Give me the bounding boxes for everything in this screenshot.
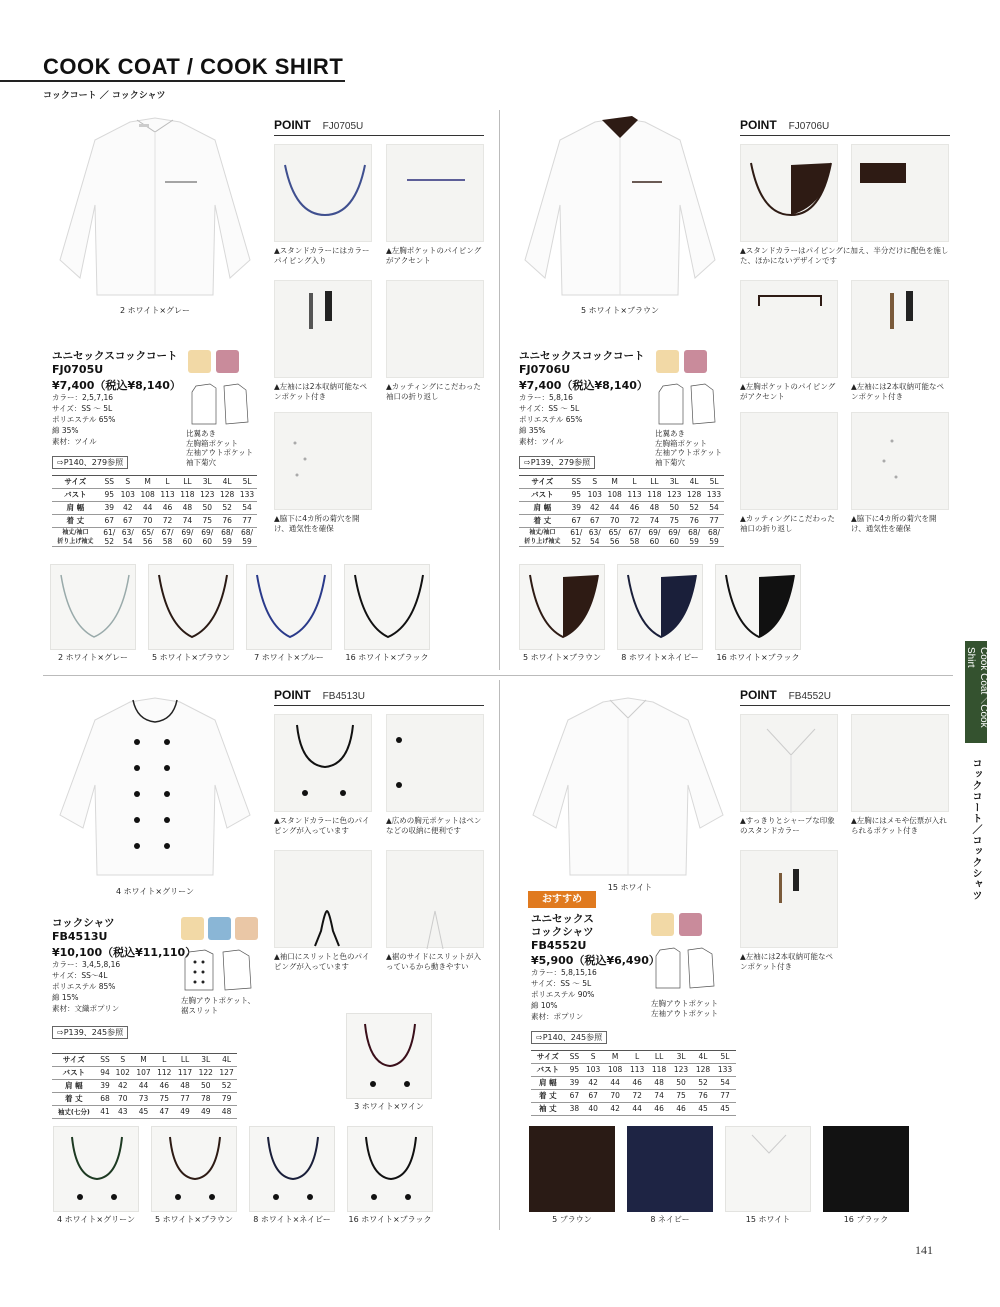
caption: ▲脇下に4カ所の菊穴を開け、通気性を確保 — [274, 514, 360, 533]
stain-resist-icon — [235, 917, 258, 940]
detail-photo-hem-slit — [386, 850, 484, 948]
color-swatch — [50, 564, 136, 650]
detail-photo-collar — [740, 714, 838, 812]
size-header-row: サイズ SS S M L LL 3L 4L 5L — [519, 476, 724, 489]
quick-dry-icon — [679, 913, 702, 936]
divider-vertical-top — [499, 110, 500, 670]
swatch-label: 16 ブラック — [843, 1215, 889, 1224]
swatch-label: 3 ホワイト×ワイン — [354, 1102, 424, 1111]
caption: ▲スタンドカラーにはカラーパイピング入り — [274, 246, 370, 265]
color-swatch — [519, 564, 605, 650]
color-swatch — [151, 1126, 237, 1212]
product-name: ユニセックスコックコート — [52, 350, 178, 362]
color-swatch — [246, 564, 332, 650]
size-header-row: サイズ SS S M L LL 3L 4L 5L — [52, 476, 257, 489]
page-subtitle: コックコート ／ コックシャツ — [43, 91, 166, 101]
divider-vertical-bottom — [499, 680, 500, 1230]
product-code: FB4552U — [531, 939, 587, 952]
page-title: COOK COAT / COOK SHIRT — [43, 54, 344, 79]
coat-label: 15 ホワイト — [607, 883, 653, 892]
caption: ▲袖口にスリットと色のパイピングが入っています — [274, 952, 370, 971]
swatch-label: 5 ホワイト×ブラウン — [522, 653, 602, 662]
caption: ▲左袖には2本収納可能なペンポケット付き — [851, 382, 945, 401]
caption: ▲左胸にはメモや伝票が入れられるポケット付き — [851, 816, 947, 835]
swatch-label: 8 ホワイト×ネイビー — [621, 653, 699, 662]
color-swatch — [529, 1126, 615, 1212]
spec-material: 素材：ツイル — [52, 437, 97, 446]
page-number: 141 — [915, 1243, 933, 1257]
table-row: 肩 幅 39 42 44 46 48 50 52 54 — [519, 502, 724, 515]
color-swatch — [148, 564, 234, 650]
swatch-label: 8 ホワイト×ネイビー — [253, 1215, 331, 1224]
stretch-icon — [181, 917, 204, 940]
size-header-row: サイズ SS S M L LL 3L 4L 5L — [531, 1051, 736, 1064]
color-swatch — [346, 1013, 432, 1099]
stretch-icon — [651, 913, 674, 936]
table-row: 袖丈/袖口 折り上げ袖丈 61/ 52 63/ 54 65/ 56 67/ 58 69/ 60 69/ 60 68/ 59 68/ 59 — [519, 528, 724, 547]
swatch-label: 8 ネイビー — [650, 1215, 690, 1224]
table-row: バスト 95 103 108 113 118 123 128 133 — [519, 489, 724, 502]
product-code: FB4513U — [52, 930, 108, 943]
point-rule — [740, 135, 950, 136]
caption: ▲左胸ポケットのパイピングがアクセント — [740, 382, 836, 401]
point-heading: POINT FJ0706U — [740, 118, 830, 132]
spec-color: カラー：2,5,7,16 — [52, 393, 114, 402]
detail-photo-pocket — [851, 714, 949, 812]
shirt-photo-fb4552u — [528, 690, 728, 880]
size-table-fj0706u — [519, 475, 724, 547]
swatch-label: 15 ホワイト — [745, 1215, 791, 1224]
feature-list: 比翼あき 左胸箱ポケット 左袖アウトポケット 袖下菊穴 — [186, 429, 254, 467]
swatch-label: 2 ホワイト×グレー — [57, 653, 129, 662]
feature-list: 左胸アウトポケット 左袖アウトポケット — [651, 999, 719, 1018]
caption: ▲左袖には2本収納可能なペンポケット付き — [274, 382, 368, 401]
swatch-label: 16 ホワイト×ブラック — [348, 1215, 432, 1224]
detail-photo-collar — [274, 144, 372, 242]
caption: ▲左袖には2本収納可能なペンポケット付き — [740, 952, 834, 971]
caption: ▲脇下に4カ所の菊穴を開け、通気性を確保 — [851, 514, 937, 533]
point-rule — [740, 705, 950, 706]
side-tab-jp: コックコート／コックシャツ — [970, 758, 981, 901]
page-reference: ⇨P139、245参照 — [52, 1026, 128, 1039]
caption: ▲カッティングにこだわった袖口の折り返し — [386, 382, 481, 401]
size-table-fb4513u — [52, 1053, 237, 1119]
coat-label: 4 ホワイト×グリーン — [116, 887, 194, 896]
detail-photo-collar — [740, 144, 838, 242]
product-name: ユニセックスコックコート — [519, 350, 645, 362]
color-swatch — [627, 1126, 713, 1212]
caption: ▲裾のサイドにスリットが入っているから動きやすい — [386, 952, 481, 971]
caption: ▲左胸ポケットのパイピングがアクセント — [386, 246, 482, 265]
page-reference: ⇨P140、279参照 — [52, 456, 128, 469]
flat-sketch-icon — [650, 946, 720, 992]
table-row: バスト 95 103 108 113 118 123 128 133 — [52, 489, 257, 502]
coat-photo-fj0705u — [55, 110, 255, 302]
spec-size: サイズ：SS ～ 5L — [52, 404, 113, 413]
point-heading: POINT FB4513U — [274, 688, 365, 702]
product-name: コックシャツ — [52, 917, 115, 929]
size-table-fb4552u — [531, 1050, 736, 1116]
page-reference: ⇨P140、245参照 — [531, 1031, 607, 1044]
product-price: ¥7,400（税込¥8,140） — [52, 379, 181, 392]
caption: ▲すっきりとシャープな印象のスタンドカラー — [740, 816, 835, 835]
product-specs: カラー：3,4,5,8,16 サイズ：SS～4L ポリエステル 85% 綿 15% 素材：文織ポプリン — [52, 960, 121, 1013]
color-swatch — [725, 1126, 811, 1212]
color-swatch — [823, 1126, 909, 1212]
detail-photo-pocket — [386, 144, 484, 242]
product-price: ¥10,100（税込¥11,110） — [52, 946, 197, 959]
spec-fabric-1: ポリエステル 65% — [52, 415, 116, 424]
flat-sketch-icon — [179, 948, 259, 992]
table-row: 肩 幅 39 42 44 46 48 50 52 — [52, 1080, 237, 1093]
detail-photo-cuff — [386, 280, 484, 378]
detail-photo-sleeve-slit — [274, 850, 372, 948]
stretch-icon — [188, 350, 211, 373]
size-header-row: サイズ SS S M L LL 3L 4L — [52, 1054, 237, 1067]
swatch-label: 5 ホワイト×ブラウン — [154, 1215, 234, 1224]
flat-sketch-icon — [186, 382, 254, 426]
stretch-icon — [656, 350, 679, 373]
swatch-label: 16 ホワイト×ブラック — [345, 653, 429, 662]
product-price: ¥7,400（税込¥8,140） — [519, 379, 648, 392]
recommended-badge: おすすめ — [528, 891, 596, 908]
detail-photo-pocket — [740, 280, 838, 378]
coat-photo-fj0706u — [520, 110, 720, 302]
page-reference: ⇨P139、279参照 — [519, 456, 595, 469]
table-row: 袖丈/袖口 折り上げ袖丈 61/ 52 63/ 54 65/ 56 67/ 58 69/ 60 69/ 60 68/ 59 68/ 59 — [52, 528, 257, 547]
size-table-fj0705u — [52, 475, 257, 547]
side-tab — [965, 641, 987, 743]
coat-label: 5 ホワイト×ブラウン — [580, 306, 660, 315]
detail-photo-underarm — [851, 412, 949, 510]
table-row: 肩 幅 39 42 44 46 48 50 52 54 — [52, 502, 257, 515]
detail-photo-collar-side — [851, 144, 949, 242]
table-row: 袖 丈 38 40 42 44 46 46 45 45 — [531, 1103, 736, 1116]
table-row: 着 丈 67 67 70 72 74 75 76 77 — [519, 515, 724, 528]
swatch-label: 5 ブラウン — [552, 1215, 592, 1224]
product-name: ユニセックス コックシャツ — [531, 913, 594, 938]
point-heading: POINT FJ0705U — [274, 118, 364, 132]
detail-photo-pen-pocket — [740, 850, 838, 948]
feature-list: 左胸アウトポケット、 裾スリット — [181, 996, 255, 1015]
product-price: ¥5,900（税込¥6,490） — [531, 954, 660, 967]
quick-dry-icon — [208, 917, 231, 940]
swatch-label: 7 ホワイト×ブルー — [254, 653, 324, 662]
swatch-label: 4 ホワイト×グリーン — [57, 1215, 135, 1224]
color-swatch — [249, 1126, 335, 1212]
product-code: FJ0706U — [519, 363, 571, 376]
shirt-photo-fb4513u — [55, 690, 255, 882]
table-row: バスト 95 103 108 113 118 123 128 133 — [531, 1064, 736, 1077]
table-row: 着 丈 68 70 73 75 77 78 79 — [52, 1093, 237, 1106]
caption: ▲広めの胸元ポケットはペンなどの収納に便利です — [386, 816, 482, 835]
detail-photo-cuff — [740, 412, 838, 510]
table-row: 着 丈 67 67 70 72 74 75 76 77 — [531, 1090, 736, 1103]
color-swatch — [617, 564, 703, 650]
divider-horizontal — [43, 675, 953, 676]
point-heading: POINT FB4552U — [740, 688, 831, 702]
spec-fabric-2: 綿 35% — [52, 426, 79, 435]
detail-photo-pen-pocket — [274, 280, 372, 378]
title-rule — [0, 80, 345, 82]
flat-sketch-icon — [653, 382, 721, 426]
product-specs: カラー：5,8,16 サイズ：SS ～ 5L ポリエステル 65% 綿 35% 素材：ツイル — [519, 393, 583, 446]
color-swatch — [715, 564, 801, 650]
detail-photo-underarm — [274, 412, 372, 510]
table-row: バスト 94 102 107 112 117 122 127 — [52, 1067, 237, 1080]
detail-photo-collar — [274, 714, 372, 812]
swatch-label: 5 ホワイト×ブラウン — [151, 653, 231, 662]
coat-label: 2 ホワイト×グレー — [119, 306, 191, 315]
detail-photo-pocket — [386, 714, 484, 812]
quick-dry-icon — [684, 350, 707, 373]
quick-dry-icon — [216, 350, 239, 373]
feature-list: 比翼あき 左胸箱ポケット 左袖アウトポケット 袖下菊穴 — [655, 429, 723, 467]
table-row: 着 丈 67 67 70 72 74 75 76 77 — [52, 515, 257, 528]
product-specs: カラー：5,8,15,16 サイズ：SS ～ 5L ポリエステル 90% 綿 10% 素材：ポプリン — [531, 968, 597, 1021]
product-code: FJ0705U — [52, 363, 104, 376]
caption: ▲スタンドカラーに色のパイピングが入っています — [274, 816, 370, 835]
caption: ▲カッティングにこだわった袖口の折り返し — [740, 514, 835, 533]
color-swatch — [347, 1126, 433, 1212]
point-rule — [274, 705, 484, 706]
point-rule — [274, 135, 484, 136]
color-swatch — [344, 564, 430, 650]
side-tab-label: Cook Coat／Cook Shirt — [965, 647, 989, 728]
detail-photo-pen-pocket — [851, 280, 949, 378]
table-row: 肩 幅 39 42 44 46 48 50 52 54 — [531, 1077, 736, 1090]
table-row: 袖丈(七分) 41 43 45 47 49 49 48 — [52, 1106, 237, 1119]
color-swatch — [53, 1126, 139, 1212]
product-specs — [52, 392, 115, 447]
caption: ▲スタンドカラーはパイピングに加え、半分だけに配色を施した、ほかにないデザインです — [740, 246, 949, 265]
swatch-label: 16 ホワイト×ブラック — [716, 653, 800, 662]
